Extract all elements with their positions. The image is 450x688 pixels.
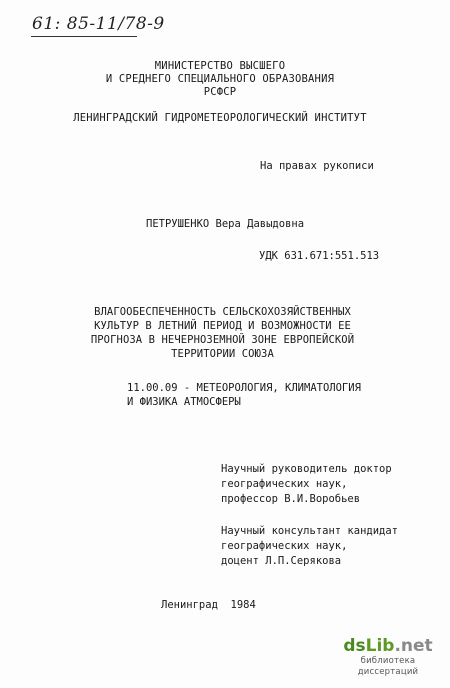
logo-net: .net (394, 636, 433, 656)
logo-lib: Lib (365, 636, 395, 656)
udk-code: УДК 631.671:551.513 (259, 250, 380, 262)
title-line: ПРОГНОЗА В НЕЧЕРНОЗЕМНОЙ ЗОНЕ ЕВРОПЕЙСКОЙ (90, 334, 355, 346)
ministry-line: И СРЕДНЕГО СПЕЦИАЛЬНОГО ОБРАЗОВАНИЯ (105, 73, 335, 85)
consultant-line: Научный консультант кандидат (221, 525, 399, 537)
supervisor-line: профессор В.И.Воробьев (221, 493, 361, 505)
handwritten-archive-code: 61: 85-11/78-9 (32, 14, 165, 34)
logo-ds: ds (343, 636, 366, 656)
scientific-consultant (221, 525, 398, 570)
specialty-code (127, 382, 361, 410)
ministry-line: РСФСР (203, 86, 237, 98)
consultant-line: географических наук, (221, 540, 348, 552)
institute-name: ЛЕНИНГРАДСКИЙ ГИДРОМЕТЕОРОЛОГИЧЕСКИЙ ИНСТИТУТ (73, 112, 367, 124)
scientific-supervisor (221, 463, 392, 508)
ministry-line: МИНИСТЕРСТВО ВЫСШЕГО (154, 60, 286, 72)
ministry-header (0, 60, 440, 99)
title-line: ВЛАГООБЕСПЕЧЕННОСТЬ СЕЛЬСКОХОЗЯЙСТВЕННЫХ (94, 306, 351, 318)
supervisor-line: географических наук, (221, 478, 348, 490)
city-and-year: Ленинград 1984 (161, 599, 256, 611)
title-line: ТЕРРИТОРИИ СОЮЗА (171, 348, 274, 360)
dslib-logo (338, 636, 438, 656)
consultant-line: доцент Л.П.Серякова (221, 555, 342, 567)
handwritten-underline (31, 36, 137, 37)
manuscript-rights-note: На правах рукописи (260, 160, 374, 172)
supervisor-line: Научный руководитель доктор (221, 463, 392, 475)
dissertation-title (0, 306, 445, 362)
dslib-watermark[interactable] (338, 636, 438, 678)
specialty-line: И ФИЗИКА АТМОСФЕРЫ (127, 396, 241, 408)
specialty-line: 11.00.09 - МЕТЕОРОЛОГИЯ, КЛИМАТОЛОГИЯ (127, 382, 361, 394)
author-name: ПЕТРУШЕНКО Вера Давыдовна (146, 218, 305, 230)
watermark-subtitle: библиотека диссертаций (357, 656, 419, 677)
title-line: КУЛЬТУР В ЛЕТНИЙ ПЕРИОД И ВОЗМОЖНОСТИ ЕЕ (94, 320, 351, 332)
